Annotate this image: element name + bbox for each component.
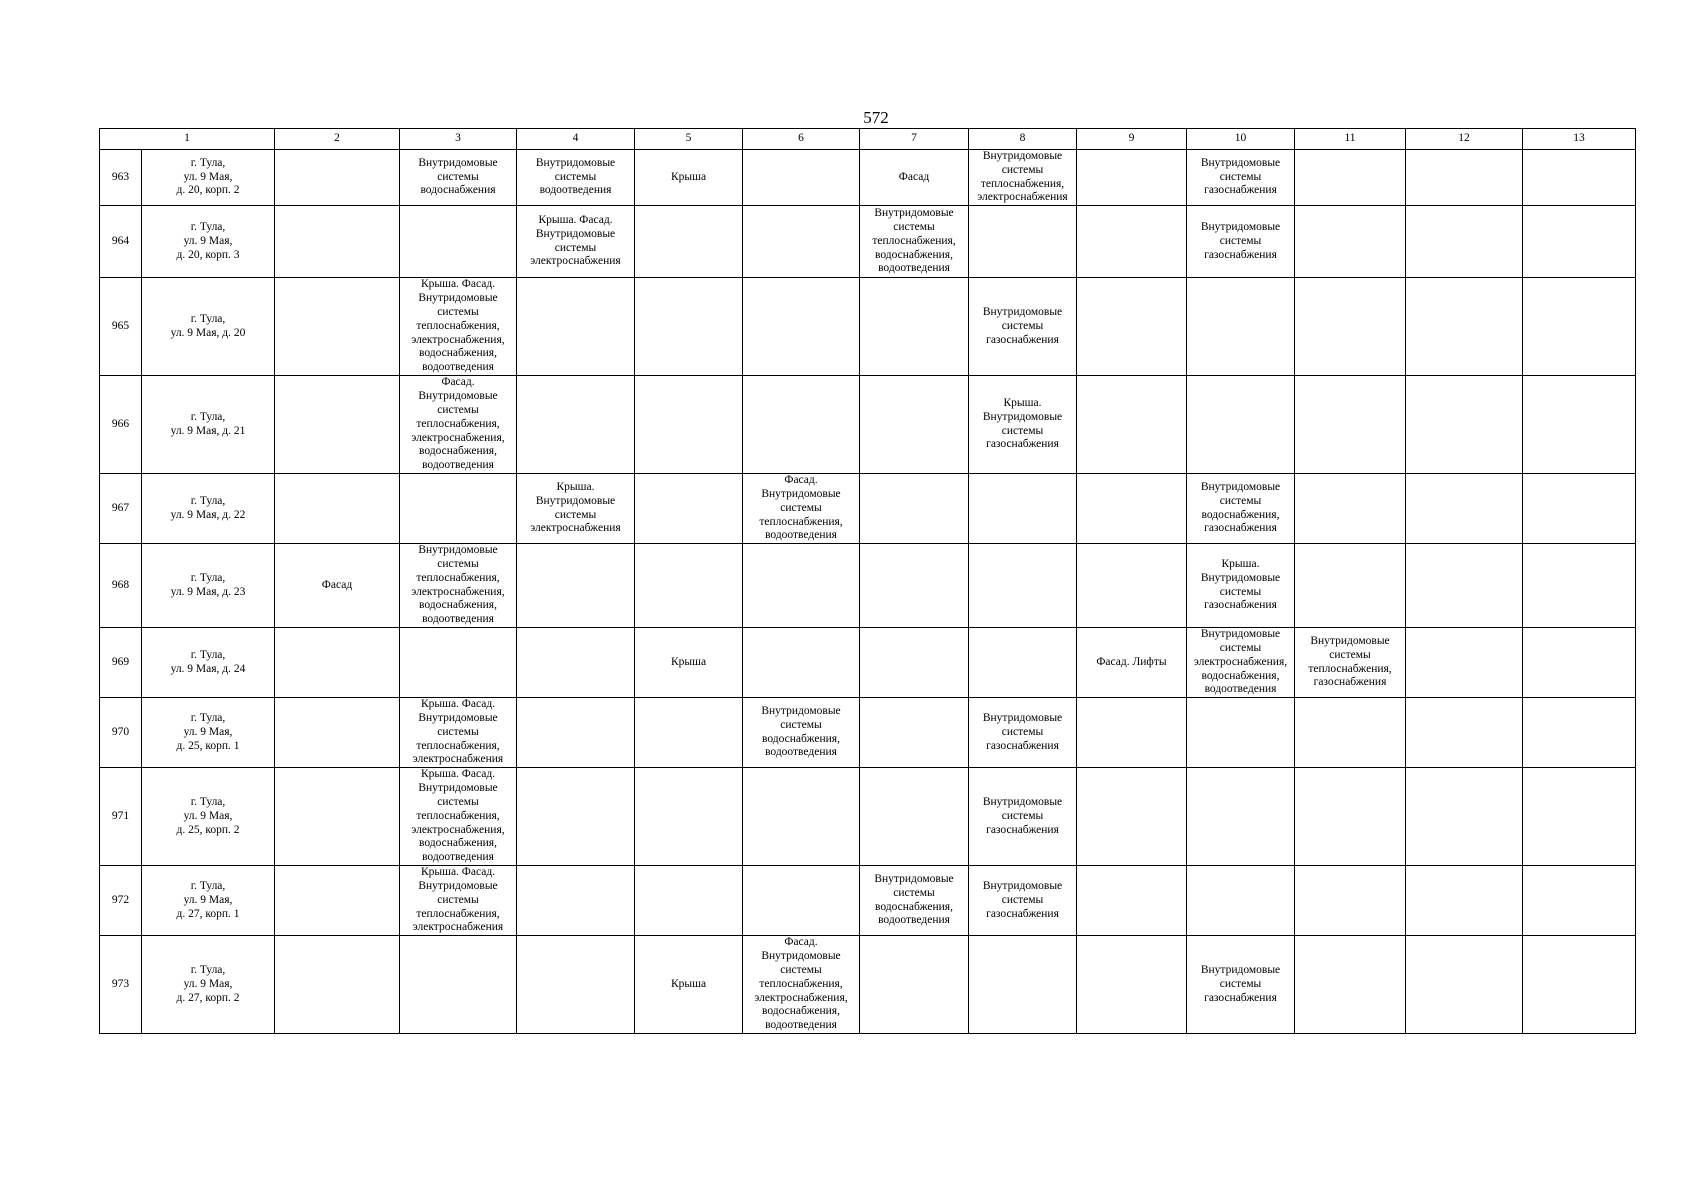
row-number: 972	[100, 866, 142, 936]
address-cell: г. Тула, ул. 9 Мая, д. 25, корп. 2	[142, 768, 275, 866]
work-cell-col-8	[969, 628, 1077, 698]
work-cell-col-3	[400, 474, 517, 544]
work-cell-col-6: Фасад. Внутридомовые системы теплоснабжения, электроснабжения, водоснабжения, водоотведения	[743, 936, 860, 1034]
work-cell-col-2: Фасад	[275, 544, 400, 628]
work-cell-col-13	[1523, 698, 1636, 768]
work-cell-col-9	[1077, 544, 1187, 628]
work-cell-col-12	[1406, 936, 1523, 1034]
work-cell-col-2	[275, 278, 400, 376]
work-cell-col-4	[517, 628, 635, 698]
header-col-2: 2	[275, 129, 400, 150]
work-cell-col-10: Внутридомовые системы газоснабжения	[1187, 150, 1295, 206]
work-cell-col-4	[517, 278, 635, 376]
work-cell-col-13	[1523, 278, 1636, 376]
row-number: 971	[100, 768, 142, 866]
work-cell-col-7	[860, 278, 969, 376]
work-cell-col-7	[860, 628, 969, 698]
work-cell-col-5	[635, 278, 743, 376]
work-cell-col-9	[1077, 376, 1187, 474]
work-cell-col-5: Крыша	[635, 628, 743, 698]
row-number: 968	[100, 544, 142, 628]
address-cell: г. Тула, ул. 9 Мая, д. 25, корп. 1	[142, 698, 275, 768]
work-cell-col-2	[275, 768, 400, 866]
work-cell-col-13	[1523, 544, 1636, 628]
work-cell-col-7	[860, 936, 969, 1034]
header-col-13: 13	[1523, 129, 1636, 150]
work-cell-col-11	[1295, 206, 1406, 278]
work-cell-col-7	[860, 544, 969, 628]
work-cell-col-10	[1187, 866, 1295, 936]
work-cell-col-3	[400, 628, 517, 698]
work-cell-col-7	[860, 376, 969, 474]
work-cell-col-2	[275, 936, 400, 1034]
work-cell-col-6	[743, 866, 860, 936]
header-row	[100, 129, 1636, 150]
work-cell-col-6: Внутридомовые системы водоснабжения, водоотведения	[743, 698, 860, 768]
header-col-10: 10	[1187, 129, 1295, 150]
work-cell-col-3: Крыша. Фасад. Внутридомовые системы теплоснабжения, электроснабжения, водоснабжения, водоотведения	[400, 278, 517, 376]
work-cell-col-10: Внутридомовые системы электроснабжения, водоснабжения, водоотведения	[1187, 628, 1295, 698]
work-cell-col-11	[1295, 866, 1406, 936]
work-cell-col-13	[1523, 474, 1636, 544]
header-col-3: 3	[400, 129, 517, 150]
work-cell-col-13	[1523, 866, 1636, 936]
row-number: 963	[100, 150, 142, 206]
header-col-5: 5	[635, 129, 743, 150]
address-cell: г. Тула, ул. 9 Мая, д. 20, корп. 2	[142, 150, 275, 206]
work-cell-col-9	[1077, 278, 1187, 376]
work-cell-col-5	[635, 474, 743, 544]
work-cell-col-3: Фасад. Внутридомовые системы теплоснабжения, электроснабжения, водоснабжения, водоотведения	[400, 376, 517, 474]
address-cell: г. Тула, ул. 9 Мая, д. 20, корп. 3	[142, 206, 275, 278]
work-cell-col-12	[1406, 768, 1523, 866]
work-cell-col-11	[1295, 768, 1406, 866]
work-cell-col-11	[1295, 278, 1406, 376]
work-cell-col-7	[860, 698, 969, 768]
work-cell-col-5	[635, 206, 743, 278]
table-row	[100, 376, 1636, 474]
row-number: 970	[100, 698, 142, 768]
work-cell-col-10	[1187, 768, 1295, 866]
work-cell-col-5	[635, 768, 743, 866]
work-cell-col-12	[1406, 150, 1523, 206]
row-number: 966	[100, 376, 142, 474]
work-cell-col-2	[275, 376, 400, 474]
row-number: 965	[100, 278, 142, 376]
work-cell-col-2	[275, 474, 400, 544]
row-number: 973	[100, 936, 142, 1034]
work-cell-col-8	[969, 936, 1077, 1034]
work-cell-col-3: Внутридомовые системы водоснабжения	[400, 150, 517, 206]
table-row	[100, 206, 1636, 278]
header-col-1: 1	[100, 129, 275, 150]
work-cell-col-12	[1406, 544, 1523, 628]
work-cell-col-11	[1295, 544, 1406, 628]
work-cell-col-4	[517, 936, 635, 1034]
work-cell-col-13	[1523, 768, 1636, 866]
work-cell-col-8: Внутридомовые системы газоснабжения	[969, 768, 1077, 866]
work-cell-col-6	[743, 206, 860, 278]
work-cell-col-11: Внутридомовые системы теплоснабжения, газоснабжения	[1295, 628, 1406, 698]
work-cell-col-10	[1187, 278, 1295, 376]
work-cell-col-6: Фасад. Внутридомовые системы теплоснабжения, водоотведения	[743, 474, 860, 544]
header-col-11: 11	[1295, 129, 1406, 150]
work-cell-col-10: Внутридомовые системы газоснабжения	[1187, 936, 1295, 1034]
table-body	[100, 150, 1636, 1034]
work-cell-col-13	[1523, 206, 1636, 278]
work-cell-col-6	[743, 278, 860, 376]
table-row	[100, 474, 1636, 544]
work-cell-col-13	[1523, 150, 1636, 206]
work-cell-col-2	[275, 866, 400, 936]
table-row	[100, 278, 1636, 376]
work-cell-col-3	[400, 936, 517, 1034]
work-cell-col-9	[1077, 936, 1187, 1034]
work-cell-col-11	[1295, 936, 1406, 1034]
work-cell-col-9	[1077, 206, 1187, 278]
table-row	[100, 936, 1636, 1034]
work-cell-col-10: Внутридомовые системы газоснабжения	[1187, 206, 1295, 278]
work-cell-col-3: Внутридомовые системы теплоснабжения, электроснабжения, водоснабжения, водоотведения	[400, 544, 517, 628]
work-cell-col-11	[1295, 376, 1406, 474]
row-number: 964	[100, 206, 142, 278]
work-cell-col-3: Крыша. Фасад. Внутридомовые системы теплоснабжения, электроснабжения	[400, 866, 517, 936]
work-cell-col-5	[635, 544, 743, 628]
work-cell-col-12	[1406, 698, 1523, 768]
work-cell-col-9	[1077, 698, 1187, 768]
work-cell-col-13	[1523, 376, 1636, 474]
row-number: 967	[100, 474, 142, 544]
work-cell-col-4: Крыша. Фасад. Внутридомовые системы электроснабжения	[517, 206, 635, 278]
work-cell-col-4: Крыша. Внутридомовые системы электроснабжения	[517, 474, 635, 544]
work-cell-col-9	[1077, 768, 1187, 866]
work-cell-col-8: Внутридомовые системы газоснабжения	[969, 278, 1077, 376]
work-cell-col-12	[1406, 628, 1523, 698]
work-cell-col-10	[1187, 698, 1295, 768]
work-cell-col-8: Внутридомовые системы теплоснабжения, электроснабжения	[969, 150, 1077, 206]
work-cell-col-2	[275, 150, 400, 206]
work-cell-col-10	[1187, 376, 1295, 474]
work-cell-col-4	[517, 866, 635, 936]
header-col-8: 8	[969, 129, 1077, 150]
work-cell-col-8: Крыша. Внутридомовые системы газоснабжения	[969, 376, 1077, 474]
address-cell: г. Тула, ул. 9 Мая, д. 23	[142, 544, 275, 628]
header-col-12: 12	[1406, 129, 1523, 150]
work-cell-col-9	[1077, 866, 1187, 936]
table-row	[100, 698, 1636, 768]
work-cell-col-9: Фасад. Лифты	[1077, 628, 1187, 698]
work-cell-col-7: Фасад	[860, 150, 969, 206]
table-row	[100, 768, 1636, 866]
work-cell-col-5: Крыша	[635, 936, 743, 1034]
work-cell-col-8: Внутридомовые системы газоснабжения	[969, 698, 1077, 768]
row-number: 969	[100, 628, 142, 698]
work-cell-col-6	[743, 768, 860, 866]
header-col-9: 9	[1077, 129, 1187, 150]
work-cell-col-12	[1406, 376, 1523, 474]
work-schedule-table	[99, 128, 1636, 1034]
work-cell-col-5	[635, 698, 743, 768]
work-cell-col-6	[743, 150, 860, 206]
work-cell-col-3	[400, 206, 517, 278]
work-cell-col-4	[517, 376, 635, 474]
work-cell-col-9	[1077, 150, 1187, 206]
header-col-7: 7	[860, 129, 969, 150]
address-cell: г. Тула, ул. 9 Мая, д. 20	[142, 278, 275, 376]
work-cell-col-13	[1523, 628, 1636, 698]
work-cell-col-12	[1406, 474, 1523, 544]
work-cell-col-4	[517, 544, 635, 628]
address-cell: г. Тула, ул. 9 Мая, д. 24	[142, 628, 275, 698]
address-cell: г. Тула, ул. 9 Мая, д. 22	[142, 474, 275, 544]
work-cell-col-11	[1295, 474, 1406, 544]
work-cell-col-6	[743, 376, 860, 474]
work-cell-col-12	[1406, 206, 1523, 278]
work-cell-col-8	[969, 544, 1077, 628]
work-cell-col-3: Крыша. Фасад. Внутридомовые системы теплоснабжения, электроснабжения	[400, 698, 517, 768]
header-col-4: 4	[517, 129, 635, 150]
work-cell-col-3: Крыша. Фасад. Внутридомовые системы теплоснабжения, электроснабжения, водоснабжения, водоотведения	[400, 768, 517, 866]
work-cell-col-10: Внутридомовые системы водоснабжения, газоснабжения	[1187, 474, 1295, 544]
table-header	[100, 129, 1636, 150]
work-cell-col-11	[1295, 698, 1406, 768]
work-cell-col-8	[969, 474, 1077, 544]
work-cell-col-8	[969, 206, 1077, 278]
page-number: 572	[863, 108, 889, 127]
work-cell-col-7	[860, 474, 969, 544]
header-col-6: 6	[743, 129, 860, 150]
work-cell-col-12	[1406, 866, 1523, 936]
table-row	[100, 150, 1636, 206]
address-cell: г. Тула, ул. 9 Мая, д. 21	[142, 376, 275, 474]
work-cell-col-4	[517, 698, 635, 768]
work-cell-col-5: Крыша	[635, 150, 743, 206]
work-cell-col-9	[1077, 474, 1187, 544]
work-cell-col-5	[635, 866, 743, 936]
work-cell-col-2	[275, 628, 400, 698]
work-cell-col-10: Крыша. Внутридомовые системы газоснабжения	[1187, 544, 1295, 628]
address-cell: г. Тула, ул. 9 Мая, д. 27, корп. 1	[142, 866, 275, 936]
work-cell-col-7: Внутридомовые системы теплоснабжения, водоснабжения, водоотведения	[860, 206, 969, 278]
work-cell-col-6	[743, 628, 860, 698]
work-cell-col-5	[635, 376, 743, 474]
table-row	[100, 544, 1636, 628]
work-cell-col-12	[1406, 278, 1523, 376]
table-row	[100, 866, 1636, 936]
work-cell-col-4: Внутридомовые системы водоотведения	[517, 150, 635, 206]
work-cell-col-7: Внутридомовые системы водоснабжения, водоотведения	[860, 866, 969, 936]
work-cell-col-13	[1523, 936, 1636, 1034]
work-cell-col-2	[275, 206, 400, 278]
work-cell-col-11	[1295, 150, 1406, 206]
table-row	[100, 628, 1636, 698]
work-cell-col-2	[275, 698, 400, 768]
work-cell-col-7	[860, 768, 969, 866]
address-cell: г. Тула, ул. 9 Мая, д. 27, корп. 2	[142, 936, 275, 1034]
work-cell-col-4	[517, 768, 635, 866]
work-cell-col-8: Внутридомовые системы газоснабжения	[969, 866, 1077, 936]
work-cell-col-6	[743, 544, 860, 628]
